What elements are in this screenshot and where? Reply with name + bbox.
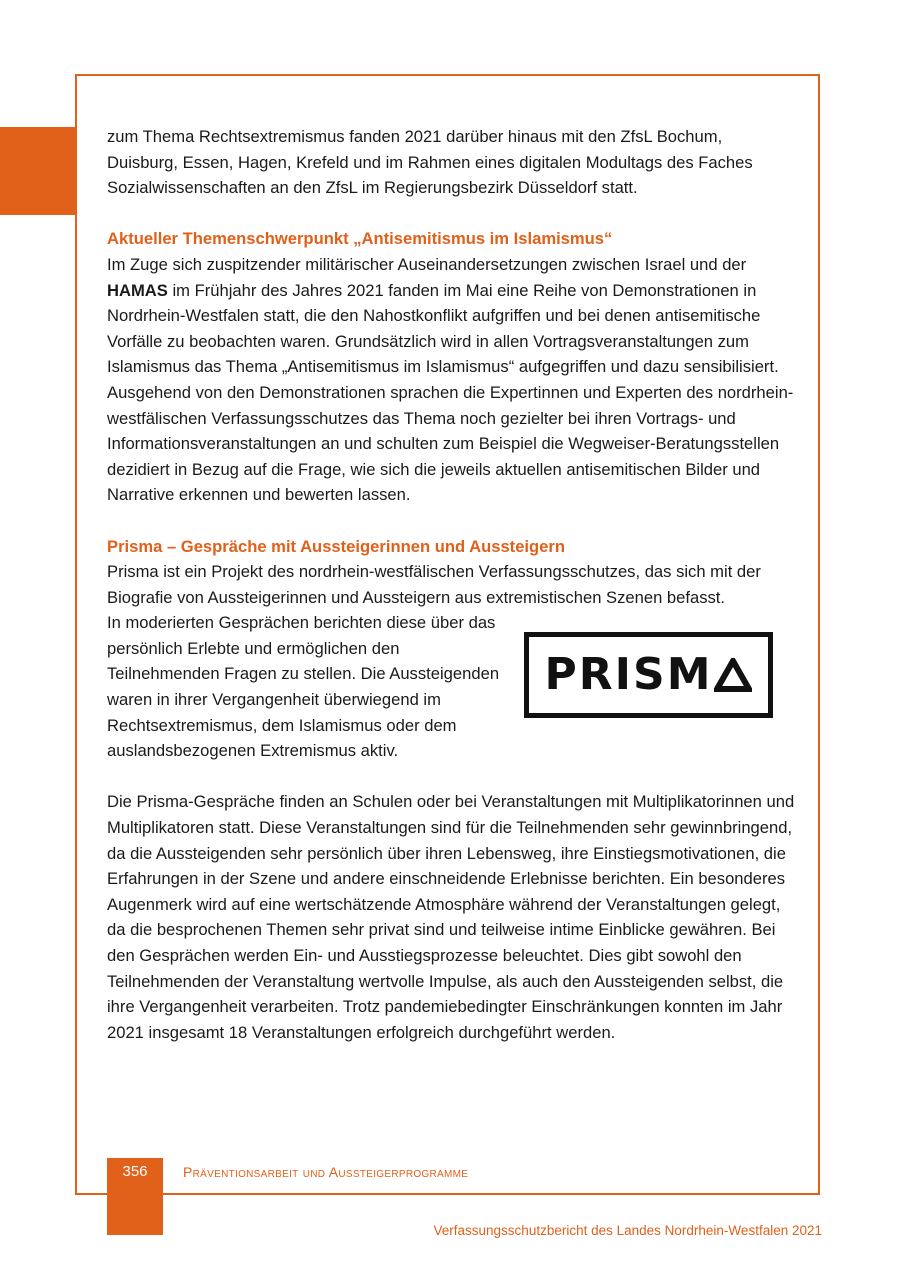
prisma-wrapped-text: In moderierten Gesprächen berichten diese über das persönlich Erlebte und ermöglichen den Teilnehmenden Fragen zu stellen. Die Aussteigenden waren in ihrer Vergangenheit überwiegend im Rechtsextremismus, dem Islamismus oder dem auslandsbezogenen Extremismus aktiv. (107, 613, 500, 761)
side-tab-marker (0, 127, 76, 215)
prisma-block (107, 610, 797, 764)
antisemitism-paragraph (107, 252, 797, 508)
prisma-heading: Prisma – Gespräche mit Aussteigerinnen und Aussteigern (107, 536, 565, 556)
intro-paragraph: zum Thema Rechtsextremismus fanden 2021 darüber hinaus mit den ZfsL Bochum, Duisburg, Essen, Hagen, Krefeld und im Rahmen eines digitalen Modultags des Faches Sozialwissenschaften an den ZfsL im Regierungsbezirk Düsseldorf statt. (107, 127, 753, 198)
hamas-bold: HAMAS (107, 280, 168, 300)
prisma-logo-text: PRISM (544, 649, 713, 701)
antisemitism-text-end: im Frühjahr des Jahres 2021 fanden im Mai eine Reihe von Demonstrationen in Nordrhein-Westfalen statt, die den Nahostkonflikt aufgriffen und bei denen antisemitische Vorfälle zu beobachten waren. Grundsätzlich wird in allen Vortragsveranstaltungen zum Islamismus das Thema „Antisemitismus im Islamismus“ aufgegriffen und dazu sensibilisiert. Ausgehend von den Demonstrationen sprachen die Expertinnen und Experten des nordrhein-westfälischen Verfassungsschutzes das Thema noch gezielter bei ihren Vortrags- und Informationsveranstaltungen an und schulten zum Beispiel die Wegweiser-Beratungsstellen dezidiert in Bezug auf die Frage, wie sich die jeweils aktuellen antisemitischen Bilder und Narrative erkennen und bewerten lassen. (107, 280, 794, 505)
page-number: 356 (122, 1163, 148, 1180)
footer-section-title: Präventionsarbeit und Aussteigerprogramme (183, 1164, 469, 1180)
prisma-logo (524, 632, 773, 718)
footer-report-title: Verfassungsschutzbericht des Landes Nordrhein-Westfalen 2021 (433, 1223, 822, 1238)
antisemitism-text-start: Im Zuge sich zuspitzender militärischer Auseinandersetzungen zwischen Israel und der (107, 254, 747, 274)
page-content (107, 124, 797, 1045)
prisma-triangle-icon (714, 658, 752, 692)
prisma-closing-paragraph: Die Prisma-Gespräche finden an Schulen oder bei Veranstaltungen mit Multiplikatorinnen und Multiplikatoren statt. Diese Veranstaltungen sind für die Teilnehmenden sehr gewinnbringend, da die Aussteigenden sehr persönlich über ihren Lebensweg, ihre Einstiegsmotivationen, die Erfahrungen in der Szene und andere einschneidende Erlebnisse berichten. Ein besonderes Augenmerk wird auf eine wertschätzende Atmosphäre während der Veranstaltungen gelegt, da die besprochenen Themen sehr privat sind und teilweise intime Einblicke gewähren. Bei den Gesprächen werden Ein- und Ausstiegsprozesse beleuchtet. Dies gibt sowohl den Teilnehmenden der Veranstaltung wertvolle Impulse, als auch den Aussteigenden selbst, die ihre Vergangenheit verarbeiten. Trotz pandemiebedingter Einschränkungen konnten im Jahr 2021 insgesamt 18 Veranstaltungen erfolgreich durchgeführt werden. (107, 792, 795, 1042)
prisma-intro: Prisma ist ein Projekt des nordrhein-westfälischen Verfassungsschutzes, das sich mit der Biografie von Aussteigerinnen und Aussteigern aus extremistischen Szenen befasst. (107, 562, 761, 607)
antisemitism-heading: Aktueller Themenschwerpunkt „Antisemitismus im Islamismus“ (107, 229, 613, 249)
